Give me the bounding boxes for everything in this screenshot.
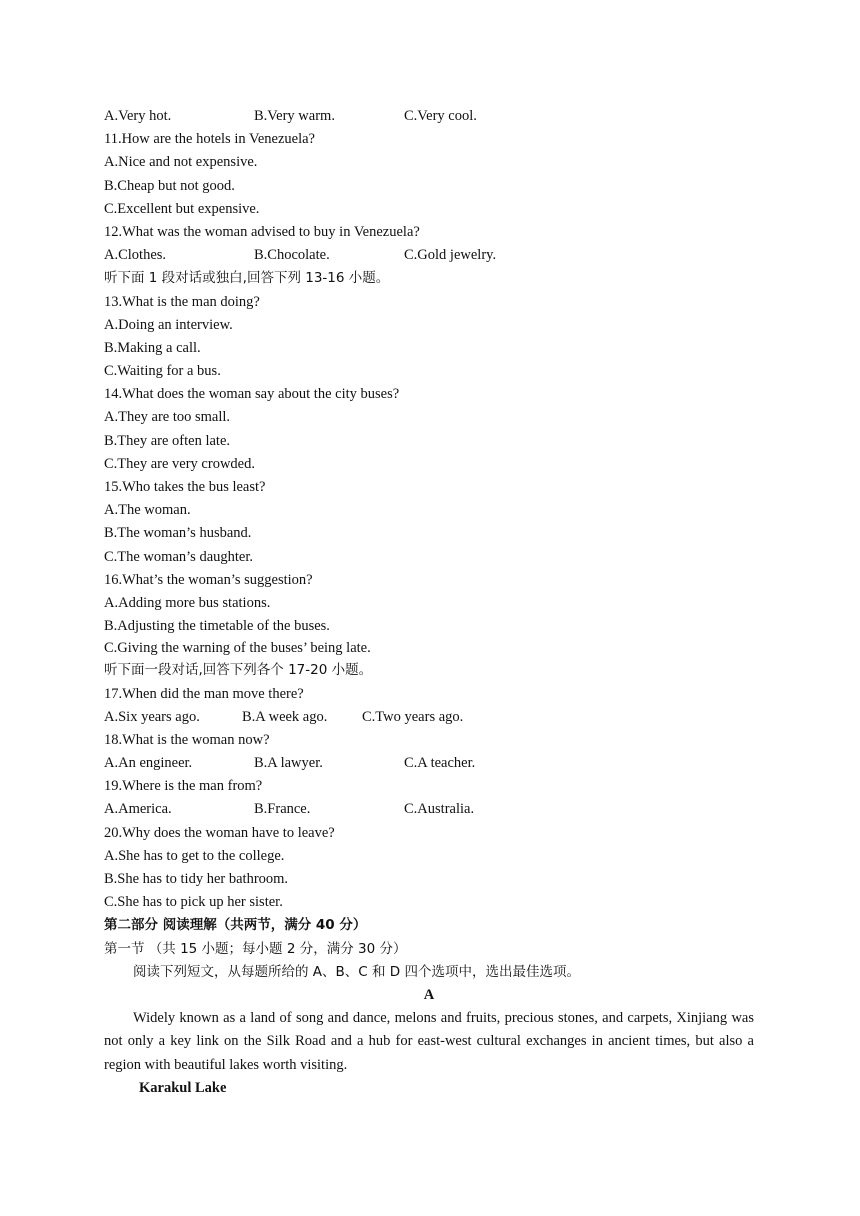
q12-option-b: B.Chocolate. xyxy=(254,247,330,264)
q20-option-a: A.She has to get to the college. xyxy=(104,847,285,864)
section-17-20-heading: 听下面一段对话,回答下列各个 17-20 小题。 xyxy=(104,662,373,679)
q19-option-b: B.France. xyxy=(254,801,311,818)
q14-option-a: A.They are too small. xyxy=(104,409,231,426)
q16-option-c: C.Giving the warning of the buses’ being late. xyxy=(104,640,371,657)
reading-instruction: 阅读下列短文，从每题所给的 A、B、C 和 D 四个选项中，选出最佳选项。 xyxy=(133,963,580,980)
q17-option-b: B.A week ago. xyxy=(242,708,328,725)
q11-question: 11.How are the hotels in Venezuela? xyxy=(104,131,315,148)
passage-paragraph: Widely known as a land of song and dance, melons and fruits, precious stones, and carpets, Xinjiang was not only a key link on the Silk Road and a hub for east-west cultural exchanges in ancient times, but also a region with beautiful lakes worth visiting. xyxy=(104,1010,754,1073)
document-page xyxy=(104,105,754,1100)
q17-options xyxy=(104,706,754,729)
q17-question: 17.When did the man move there? xyxy=(104,685,304,702)
q16-question: 16.What’s the woman’s suggestion? xyxy=(104,571,313,588)
passage-letter: A xyxy=(423,986,435,1003)
q18-option-c: C.A teacher. xyxy=(404,755,476,772)
part2-heading: 第二部分 阅读理解（共两节，满分 40 分） xyxy=(104,917,367,934)
q15-option-a: A.The woman. xyxy=(104,502,191,519)
q18-option-b: B.A lawyer. xyxy=(254,755,323,772)
q12-option-c: C.Gold jewelry. xyxy=(404,247,497,264)
q17-option-c: C.Two years ago. xyxy=(362,708,464,725)
q14-option-b: B.They are often late. xyxy=(104,432,231,449)
q14-option-c: C.They are very crowded. xyxy=(104,455,255,472)
q12-question: 12.What was the woman advised to buy in Venezuela? xyxy=(104,223,420,240)
q19-option-a: A.America. xyxy=(104,801,172,818)
q10-option-a: A.Very hot. xyxy=(104,108,172,124)
q19-options xyxy=(104,798,754,821)
q19-question: 19.Where is the man from? xyxy=(104,778,263,795)
q11-option-b: B.Cheap but not good. xyxy=(104,177,235,194)
q15-option-b: B.The woman’s husband. xyxy=(104,525,252,542)
q18-question: 18.What is the woman now? xyxy=(104,731,270,748)
q13-question: 13.What is the man doing? xyxy=(104,293,260,310)
q12-option-a: A.Clothes. xyxy=(104,247,167,264)
q13-option-c: C.Waiting for a bus. xyxy=(104,363,221,380)
section1-heading: 第一节 （共 15 小题；每小题 2 分，满分 30 分） xyxy=(104,940,407,957)
q15-question: 15.Who takes the bus least? xyxy=(104,479,266,495)
q12-options xyxy=(104,244,754,267)
q17-option-a: A.Six years ago. xyxy=(104,708,200,725)
q18-options xyxy=(104,752,754,775)
q16-option-b: B.Adjusting the timetable of the buses. xyxy=(104,618,330,635)
q20-question: 20.Why does the woman have to leave? xyxy=(104,824,335,841)
q20-option-b: B.She has to tidy her bathroom. xyxy=(104,871,289,887)
q13-option-a: A.Doing an interview. xyxy=(104,316,233,333)
section-13-16-heading: 听下面 1 段对话或独白,回答下列 13-16 小题。 xyxy=(104,270,390,287)
q10-option-b: B.Very warm. xyxy=(254,108,335,124)
passage-subheading: Karakul Lake xyxy=(139,1079,227,1096)
q10-option-c: C.Very cool. xyxy=(404,108,477,124)
q14-question: 14.What does the woman say about the city buses? xyxy=(104,386,400,403)
q18-option-a: A.An engineer. xyxy=(104,755,193,772)
q20-option-c: C.She has to pick up her sister. xyxy=(104,894,283,911)
q19-option-c: C.Australia. xyxy=(404,801,475,818)
q11-option-a: A.Nice and not expensive. xyxy=(104,154,258,171)
q10-options xyxy=(104,105,754,128)
q15-option-c: C.The woman’s daughter. xyxy=(104,548,254,565)
q16-option-a: A.Adding more bus stations. xyxy=(104,594,271,611)
q13-option-b: B.Making a call. xyxy=(104,339,201,356)
q11-option-c: C.Excellent but expensive. xyxy=(104,200,260,217)
